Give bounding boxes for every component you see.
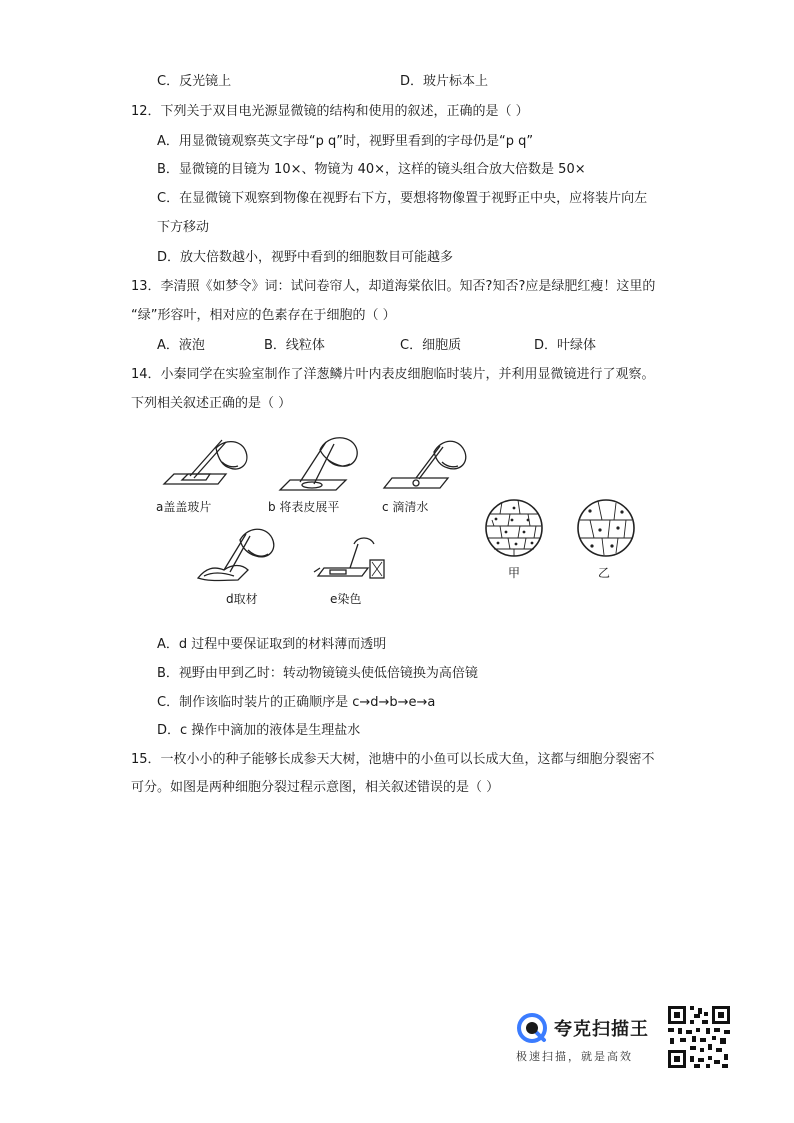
figure-d-caption: d取材 [226,592,258,606]
q15-stem-continued: 可分。如图是两种细胞分裂过程示意图，相关叙述错误的是（ ） [131,780,500,795]
figure-b-caption: b 将表皮展平 [268,500,340,514]
q14-option-a: A．d 过程中要保证取到的材料薄而透明 [157,637,387,652]
figure-e-caption: e染色 [330,592,362,606]
q13-option-d: D．叶绿体 [534,338,597,353]
q13-stem: 13．李清照《如梦令》词：试问卷帘人，却道海棠依旧。知否?知否?应是绿肥红瘦！这里的 [131,279,656,294]
microscope-view-jia [484,498,544,558]
q13-option-a: A．液泡 [157,338,205,353]
q12-option-d: D．放大倍数越小，视野中看到的细胞数目可能越多 [157,250,454,265]
qr-code-icon [666,1004,732,1070]
q14-option-c: C．制作该临时装片的正确顺序是 c→d→b→e→a [157,695,436,710]
figure-c-caption: c 滴清水 [382,500,429,514]
microscope-view-yi-label: 乙 [598,566,611,580]
figure-a-caption: a盖盖玻片 [156,500,212,514]
q14-stem-continued: 下列相关叙述正确的是（ ） [131,396,292,411]
q11-option-d: D．玻片标本上 [400,74,489,89]
quark-logo-icon [516,1012,548,1044]
q12-option-c: C．在显微镜下观察到物像在视野右下方，要想将物像置于视野正中央，应将装片向左 [157,191,648,206]
scanner-app-name: 夸克扫描王 [554,1019,649,1040]
scanner-slogan: 极速扫描，就是高效 [516,1050,633,1063]
figure-c-drop-water [382,432,470,498]
q13-stem-continued: “绿”形容叶，相对应的色素存在于细胞的（ ） [131,308,396,323]
figure-b-flatten-epidermis [276,430,366,498]
microscope-view-jia-label: 甲 [508,566,521,580]
q12-option-a: A．用显微镜观察英文字母“p q”时，视野里看到的字母仍是“p q” [157,134,534,149]
q12-stem: 12．下列关于双目电光源显微镜的结构和使用的叙述，正确的是（ ） [131,104,529,119]
q14-option-b: B．视野由甲到乙时：转动物镜镜头使低倍镜换为高倍镜 [157,666,478,681]
microscope-view-yi [576,498,636,558]
figure-d-take-material [194,520,280,586]
q13-option-b: B．线粒体 [264,338,325,353]
q12-option-b: B．显微镜的目镜为 10×、物镜为 40×，这样的镜头组合放大倍数是 50× [157,162,586,177]
q11-option-c: C．反光镜上 [157,74,232,89]
q14-stem: 14．小秦同学在实验室制作了洋葱鳞片叶内表皮细胞临时装片，并利用显微镜进行了观察。 [131,367,655,382]
figure-a-cover-slip [160,432,252,498]
q12-option-c-continued: 下方移动 [157,220,210,235]
q13-option-c: C．细胞质 [400,338,462,353]
figure-e-staining [310,532,388,586]
q15-stem: 15．一枚小小的种子能够长成参天大树，池塘中的小鱼可以长成大鱼，这都与细胞分裂密不 [131,752,655,767]
q14-option-d: D．c 操作中滴加的液体是生理盐水 [157,723,361,738]
